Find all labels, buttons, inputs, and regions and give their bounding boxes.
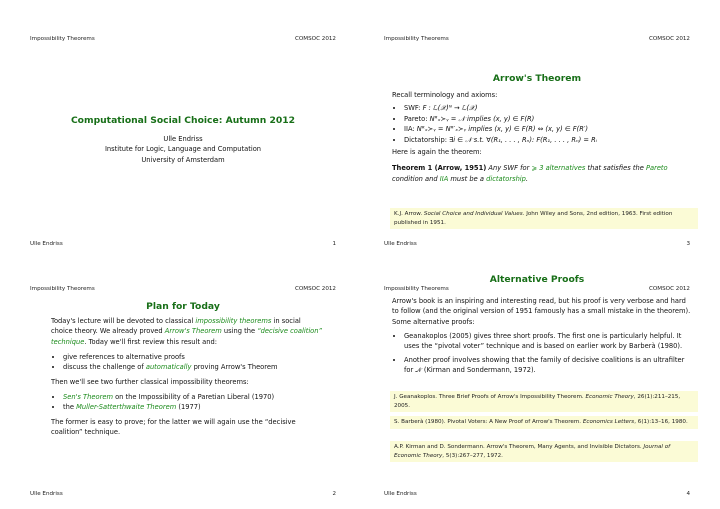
slide-title: Alternative Proofs [489,274,585,285]
reference-box: A.P. Kirman and D. Sondermann. Arrow's Theorem, Many Agents, and Invisible Dictators. Journal of Economic Theory, 5(3):267–277, 1972. [390,441,698,462]
slide-title: Computational Social Choice: Autumn 2012 [70,115,296,126]
slide-4 [362,258,712,503]
link-decisive-coalition[interactable]: “decisive coalition” technique [51,327,322,346]
paragraph: Here is again the theorem: [392,147,482,156]
list-item: • the Muller-Satterthwaite Theorem (1977) [63,402,322,412]
reference-box: J. Geanakoplos. Three Brief Proofs of Arrow's Impossibility Theorem. Economic Theory, 26(1):211–215, 2005. [390,391,698,412]
list-item: • discuss the challenge of automatically proving Arrow's Theorem [63,362,322,372]
institute: Institute for Logic, Language and Computation [104,145,262,154]
university: University of Amsterdam [141,155,225,164]
list-item: • Pareto: Nᴿₓ≻ᵧ = 𝒩 implies (x, y) ∈ F(R) [404,114,692,124]
list-item: • SWF: F : ℒ(𝒳)ᴺ → ℒ(𝒳) [404,103,692,113]
header-left: Impossibility Theorems [30,36,95,42]
list-item: • Sen's Theorem on the Impossibility of a Paretian Liberal (1970) [63,392,322,402]
list-item: • give references to alternative proofs [63,352,322,362]
list-item: • Geanakoplos (2005) gives three short proofs. The first one is particularly helpful. It uses the “pivotal voter” technique and is based on earlier work by Barberà (1980). [404,331,694,352]
paragraph: Then we'll see two further classical impossibility theorems: [51,377,249,386]
page-number: 2 [332,491,336,497]
bullet-list [392,331,694,376]
slide-body [392,296,694,376]
link-arrows-theorem[interactable]: Arrow's Theorem [164,327,222,336]
intro-paragraph: Today's lecture will be devoted to classical impossibility theorems in social choice theory. We already proved Arrow's Theorem using the “decisive coalition” technique. Today we'll first review this result and: [51,317,322,346]
page-number: 4 [686,491,690,497]
link-sens-theorem[interactable]: Sen's Theorem [63,393,113,401]
slide-2 [8,258,358,503]
slide-1 [8,8,358,253]
header-left: Impossibility Theorems [384,286,449,292]
list-item: • IIA: Nᴿₓ≻ᵧ = Nᴿ′ₓ≻ᵧ implies (x, y) ∈ F(R) ⇔ (x, y) ∈ F(R′) [404,124,692,134]
theorem: Theorem 1 (Arrow, 1951) Any SWF for ⩾ 3 alternatives that satisfies the Pareto condition and IIA must be a dictatorship. [392,164,668,183]
footer-left: Ulle Endriss [384,491,417,497]
author: Ulle Endriss [163,135,203,143]
slide-3 [362,8,712,253]
header-right: COMSOC 2012 [648,36,690,42]
link-muller-satterthwaite[interactable]: Muller-Satterthwaite Theorem [76,403,177,412]
title-info [30,134,336,165]
header-left: Impossibility Theorems [30,286,95,292]
page-number: 3 [686,241,690,247]
slide-body [51,316,322,437]
list-item: • Dictatorship: ∃i ∈ 𝒩 s.t. ∀(R₁, . . . , Rₙ): F(R₁, . . . , Rₙ) = Rᵢ [404,135,692,145]
axiom-list [392,103,692,145]
slide-title: Arrow's Theorem [492,73,582,84]
bullet-list [51,392,322,413]
bullet-list [51,352,322,373]
footer-left: Ulle Endriss [30,241,63,247]
reference-box: S. Barberà (1980). Pivotal Voters: A New Proof of Arrow's Theorem. Economics Letters, 6(1):13–16, 1980. [390,416,698,429]
header-right: COMSOC 2012 [294,36,336,42]
theorem-label: Theorem 1 (Arrow, 1951) [392,164,487,173]
intro: Recall terminology and axioms: [392,91,498,99]
header-right: COMSOC 2012 [294,286,336,292]
paragraph: The former is easy to prove; for the latter we will again use the “decisive coalition” technique. [51,417,296,437]
page-number: 1 [332,241,336,247]
list-item: • Another proof involves showing that the family of decisive coalitions is an ultrafilter for 𝒩 (Kirman and Sondermann, 1972). [404,355,694,376]
reference-box: K.J. Arrow. Social Choice and Individual Values. John Wiley and Sons, 2nd edition, 1963. First edition published in 1951. [390,208,698,229]
slide-body [392,90,692,184]
link-impossibility-theorems[interactable]: impossibility theorems [195,317,272,325]
paragraph: Arrow's book is an inspiring and interesting read, but his proof is very verbose and hard to follow (and the original version of 1951 famously has a small mistake in the theorem). Some alternative proofs: [392,297,691,326]
header-left: Impossibility Theorems [384,36,449,42]
header-right: COMSOC 2012 [648,286,690,292]
footer-left: Ulle Endriss [384,241,417,247]
footer-left: Ulle Endriss [30,491,63,497]
slide-title: Plan for Today [146,301,220,312]
